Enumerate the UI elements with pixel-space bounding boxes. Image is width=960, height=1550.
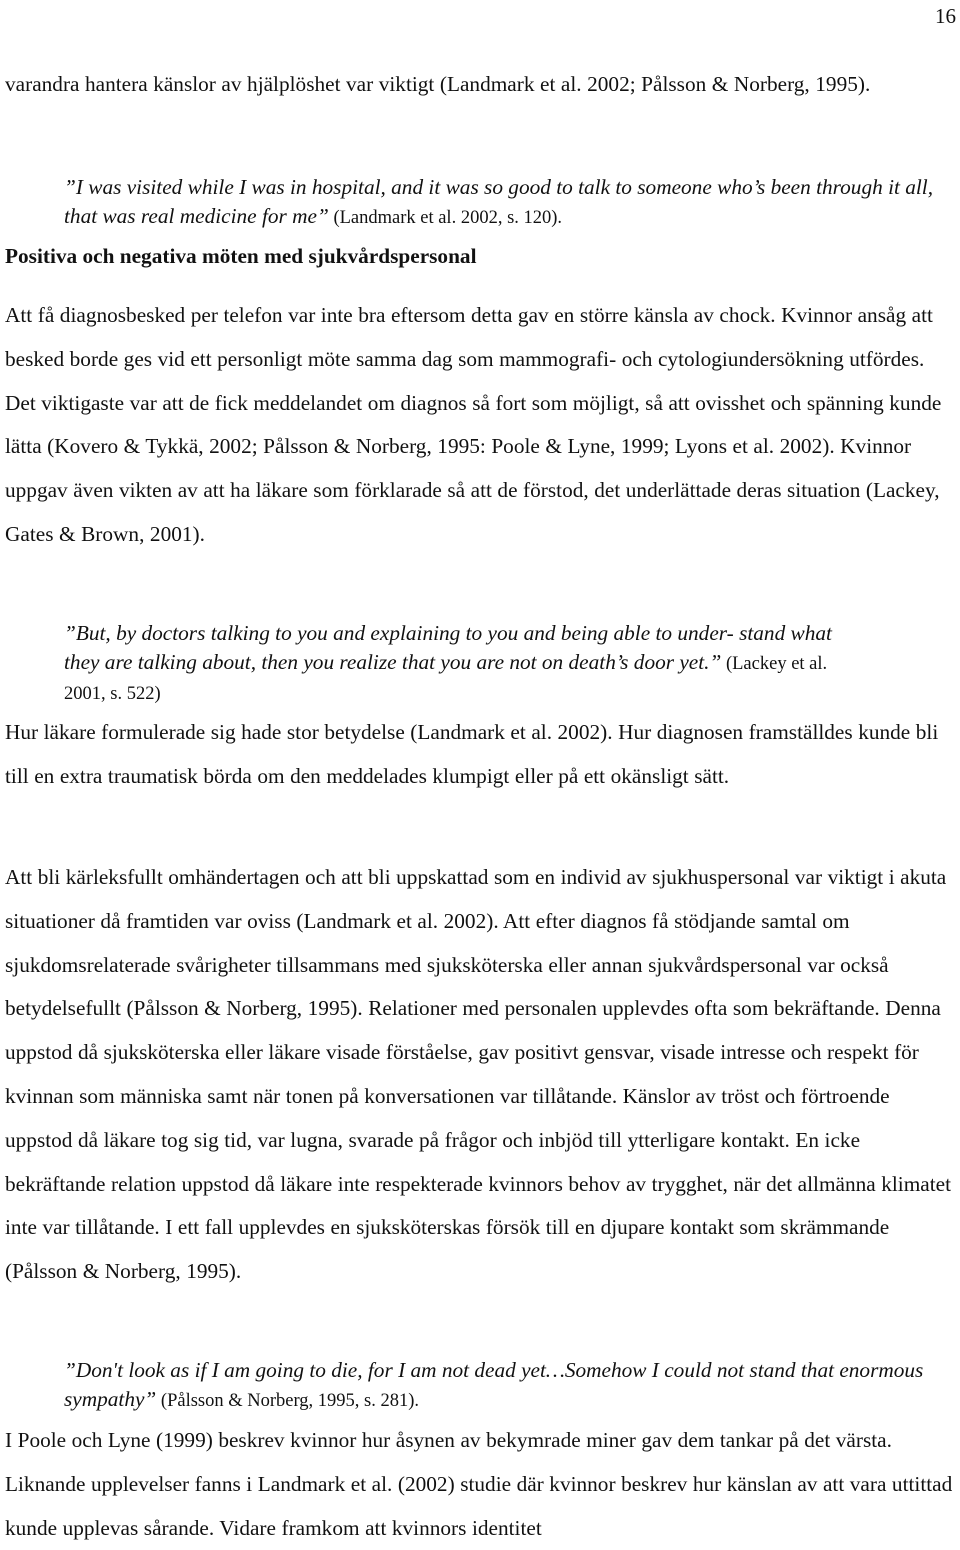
quote-citation: (Lackey et al. 2001, s. 522) [64, 653, 828, 705]
quote-citation: (Landmark et al. 2002, s. 120). [328, 207, 563, 228]
paragraph-diagnosis: Att få diagnosbesked per telefon var inte bra eftersom detta gav en större känsla av chock. Kvinnor ansåg att besked borde ges vid ett personligt möte samma dag som mammografi- och cytologiundersökning utfördes. Det viktigaste var att de fick meddelandet om diagnos så fort som möjligt, så att ovisshet och spänning kunde lätta (Kovero & Tykkä, 2002; Pålsson & Norberg, 1995: Poole & Lyne, 1999; Lyons et al. 2002). Kvinnor uppgav även vikten av att ha läkare som förklarade så att de förstod, det underlättade deras situation (Lackey, Gates & Brown, 2001). [5, 303, 942, 546]
paragraph-poole-lyne: I Poole och Lyne (1999) beskrev kvinnor hur åsynen av bekymrade miner gav dem tankar på det värsta. Liknande upplevelser fanns i Landmark et al. (2002) studie där kvinnor beskrev hur känslan av att vara uttittad kunde upplevas sårande. Vidare framkom att kvinnors identitet [5, 1428, 953, 1540]
quote-text: ”Don't look as if I am going to die, for I am not dead yet…Somehow I could not stand that enormous sympathy” [64, 1358, 924, 1411]
block-quote-1 [64, 173, 934, 232]
paragraph-doctor-wording: Hur läkare formulerade sig hade stor betydelse (Landmark et al. 2002). Hur diagnosen framställdes kunde bli till en extra traumatisk börda om den meddelades klumpigt eller på ett okänsligt sätt. [5, 720, 939, 788]
quote-text: ”I was visited while I was in hospital, and it was so good to talk to someone who’s been through it all, that was real medicine for me” [64, 175, 934, 228]
paragraph-relations: Att bli kärleksfullt omhändertagen och att bli uppskattad som en individ av sjukhuspersonal var viktigt i akuta situationer då framtiden var oviss (Landmark et al. 2002). Att efter diagnos få stödjande samtal om sjukdomsrelaterade svårigheter tillsammans med sjuksköterska eller annan sjukvårdspersonal var också betydelsefullt (Pålsson & Norberg, 1995). Relationer med personalen upplevdes ofta som bekräftande. Denna uppstod då sjuksköterska eller läkare visade förståelse, gav positivt gensvar, visade intresse och respekt för kvinnan som människa samt när tonen på konversationen var tillåtande. Känslor av tröst och förtroende uppstod då läkare tog sig tid, var lugna, svarade på frågor och inbjöd till ytterligare kontakt. En icke bekräftande relation uppstod då läkare inte respekterade kvinnors behov av trygghet, när det allmänna klimatet inte var tillåtande. I ett fall upplevdes en sjuksköterskas försök till en djupare kontakt som skrämmande (Pålsson & Norberg, 1995). [5, 865, 952, 1284]
quote-text: ”But, by doctors talking to you and explaining to you and being able to under- stand what they are talking about, then you realize that you are not on death’s door yet.” [64, 621, 832, 674]
block-quote-2 [64, 619, 864, 709]
page-number: 16 [935, 4, 956, 28]
quote-citation: (Pålsson & Norberg, 1995, s. 281). [156, 1390, 420, 1411]
section-heading: Positiva och negativa möten med sjukvårdspersonal [5, 244, 477, 268]
block-quote-3 [64, 1356, 934, 1415]
paragraph-intro: varandra hantera känslor av hjälplöshet var viktigt (Landmark et al. 2002; Pålsson & Norberg, 1995). [5, 72, 871, 96]
